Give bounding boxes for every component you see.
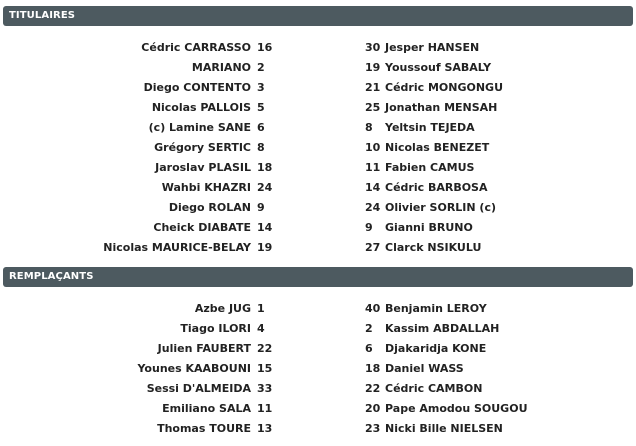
away-player-name: Olivier SORLIN (c): [385, 201, 497, 214]
away-player-number: 40: [365, 302, 381, 315]
lineup-row: [0, 339, 636, 359]
home-player-number: 19: [257, 241, 273, 254]
away-player-number: 24: [365, 201, 381, 214]
home-player-name: Cédric CARRASSO: [141, 41, 251, 54]
home-player-name: Thomas TOURE: [157, 422, 251, 435]
lineup-row: [0, 319, 636, 339]
away-player-name: Benjamin LEROY: [385, 302, 487, 315]
home-player-name: Jaroslav PLASIL: [155, 161, 251, 174]
lineup-row: [0, 58, 636, 78]
home-player-name: Diego ROLAN: [168, 201, 251, 214]
home-player-number: 14: [257, 221, 273, 234]
away-player-number: 9: [365, 221, 373, 234]
away-player-name: Yeltsin TEJEDA: [385, 121, 475, 134]
home-player-name: Nicolas MAURICE-BELAY: [103, 241, 251, 254]
lineup-row: [0, 299, 636, 319]
away-player-number: 18: [365, 362, 381, 375]
away-player-name: Daniel WASS: [385, 362, 464, 375]
away-player-name: Nicki Bille NIELSEN: [385, 422, 503, 435]
lineup-row: [0, 198, 636, 218]
section-header-remplacants: REMPLAÇANTS: [3, 267, 633, 287]
home-player-name: Sessi D'ALMEIDA: [146, 382, 251, 395]
away-player-number: 10: [365, 141, 381, 154]
away-player-number: 25: [365, 101, 381, 114]
lineup-row: [0, 399, 636, 419]
home-player-number: 3: [257, 81, 265, 94]
away-player-number: 22: [365, 382, 381, 395]
lineup-row: [0, 158, 636, 178]
lineup-row: [0, 118, 636, 138]
away-player-number: 23: [365, 422, 381, 435]
home-player-number: 24: [257, 181, 273, 194]
home-player-number: 13: [257, 422, 273, 435]
home-player-name: Emiliano SALA: [162, 402, 251, 415]
home-player-name: Nicolas PALLOIS: [151, 101, 251, 114]
lineup-row: [0, 359, 636, 379]
home-player-name: Julien FAUBERT: [157, 342, 251, 355]
home-player-number: 9: [257, 201, 265, 214]
lineup-row: [0, 98, 636, 118]
home-player-number: 33: [257, 382, 273, 395]
away-player-name: Cédric BARBOSA: [385, 181, 488, 194]
away-player-name: Gianni BRUNO: [385, 221, 473, 234]
home-player-name: Younes KAABOUNI: [137, 362, 251, 375]
home-player-number: 8: [257, 141, 265, 154]
home-player-name: Cheick DIABATE: [153, 221, 251, 234]
lineup-row: [0, 38, 636, 58]
away-player-number: 21: [365, 81, 381, 94]
home-player-number: 1: [257, 302, 265, 315]
away-player-number: 11: [365, 161, 381, 174]
home-player-number: 2: [257, 61, 265, 74]
lineup-row: [0, 218, 636, 238]
home-player-name: Grégory SERTIC: [154, 141, 251, 154]
home-player-name: Diego CONTENTO: [143, 81, 251, 94]
lineup-row: [0, 138, 636, 158]
home-player-number: 11: [257, 402, 273, 415]
away-player-number: 6: [365, 342, 373, 355]
home-player-number: 6: [257, 121, 265, 134]
home-player-name: Wahbi KHAZRI: [161, 181, 251, 194]
lineup-row: [0, 178, 636, 198]
home-player-number: 15: [257, 362, 273, 375]
home-player-number: 4: [257, 322, 265, 335]
away-player-number: 30: [365, 41, 381, 54]
home-player-number: 5: [257, 101, 265, 114]
away-player-name: Cédric CAMBON: [385, 382, 483, 395]
home-player-name: Azbe JUG: [194, 302, 251, 315]
away-player-number: 20: [365, 402, 381, 415]
away-player-name: Clarck NSIKULU: [385, 241, 482, 254]
away-player-number: 19: [365, 61, 381, 74]
lineup-row: [0, 419, 636, 439]
away-player-number: 8: [365, 121, 373, 134]
away-player-name: Cédric MONGONGU: [385, 81, 504, 94]
away-player-name: Fabien CAMUS: [385, 161, 475, 174]
away-player-name: Pape Amodou SOUGOU: [385, 402, 528, 415]
away-player-number: 27: [365, 241, 381, 254]
away-player-number: 2: [365, 322, 373, 335]
away-player-name: Djakaridja KONE: [385, 342, 487, 355]
home-player-name: Tiago ILORI: [180, 322, 251, 335]
section-header-titulaires: TITULAIRES: [3, 6, 633, 26]
away-player-name: Jonathan MENSAH: [385, 101, 498, 114]
home-player-number: 22: [257, 342, 273, 355]
home-player-name: (c) Lamine SANE: [148, 121, 251, 134]
away-player-name: Youssouf SABALY: [385, 61, 492, 74]
away-player-name: Jesper HANSEN: [385, 41, 480, 54]
away-player-name: Kassim ABDALLAH: [385, 322, 500, 335]
home-player-number: 16: [257, 41, 273, 54]
away-player-number: 14: [365, 181, 381, 194]
lineup-row: [0, 379, 636, 399]
away-player-name: Nicolas BENEZET: [385, 141, 490, 154]
home-player-number: 18: [257, 161, 273, 174]
lineup-row: [0, 78, 636, 98]
home-player-name: MARIANO: [191, 61, 251, 74]
lineup-row: [0, 238, 636, 258]
